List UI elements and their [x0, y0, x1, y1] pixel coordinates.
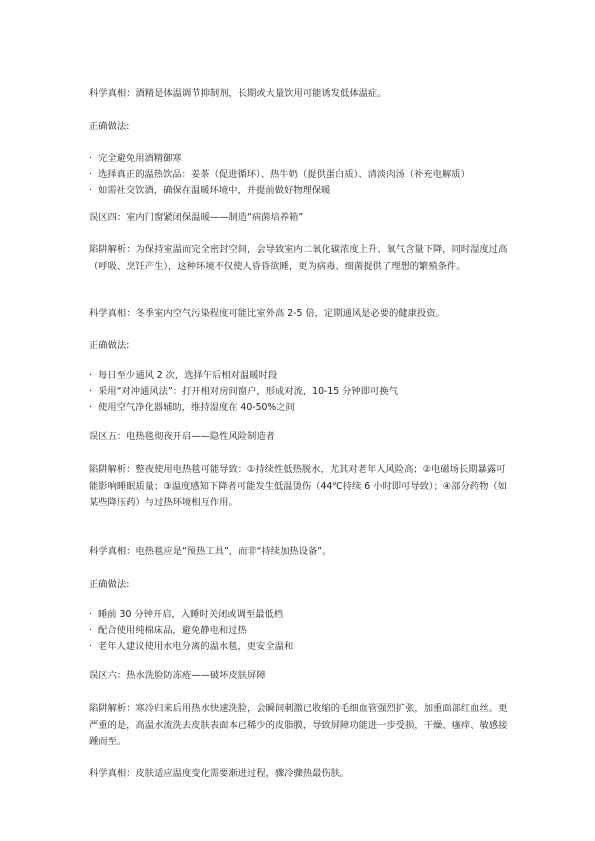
science-truth-paragraph: 科学真相：酒精是体温调节抑制剂，长期或大量饮用可能诱发低体温症。	[89, 88, 387, 99]
bullet-glyph: ·	[89, 402, 92, 413]
section-heading: 误区六：热水洗脸防冻疮——破坏皮肤屏障	[89, 670, 266, 681]
correct-method-heading: 正确做法:	[89, 340, 130, 351]
bullet-glyph: ·	[89, 169, 92, 180]
bullet-glyph: ·	[89, 153, 92, 164]
list-item-text: 选择真正的温热饮品：姜茶（促进循环）、热牛奶（提供蛋白质）、清淡肉汤（补充电解质）	[98, 169, 470, 180]
trap-analysis-paragraph: 陷阱解析：寒冷归来后用热水快速洗脸，会瞬间刺激已收缩的毛细血管强烈扩张，加重面部红血丝。更严重的是，高温水流洗去皮肤表面本已稀少的皮脂膜，导致屏障功能进一步受损，干燥、瘙痒、敏感接踵而至。	[89, 703, 508, 747]
list-item	[89, 368, 277, 385]
bullet-glyph: ·	[89, 625, 92, 636]
science-truth-paragraph: 科学真相：电热毯应是“预热工具”，而非“持续加热设备”。	[89, 546, 332, 557]
bullet-glyph: ·	[89, 641, 92, 652]
list-item-text: 完全避免用酒精御寒	[98, 153, 182, 164]
science-truth-paragraph: 科学真相：皮肤适应温度变化需要渐进过程，骤冷骤热最伤肤。	[89, 768, 350, 779]
correct-method-heading: 正确做法:	[89, 579, 130, 590]
bullet-glyph: ·	[89, 386, 92, 397]
section-heading: 误区四：室内门窗紧闭保温暖——制造“病菌培养箱”	[89, 212, 304, 223]
list-item-text: 配合使用纯棉床品，避免静电和过热	[98, 625, 247, 636]
list-item-text: 使用空气净化器辅助，维持湿度在 40-50%之间	[98, 402, 295, 413]
science-truth-paragraph: 科学真相：冬季室内空气污染程度可能比室外高 2-5 倍，定期通风是必要的健康投资。	[89, 308, 445, 319]
trap-analysis-paragraph: 陷阱解析：整夜使用电热毯可能导致：①持续性低热脱水，尤其对老年人风险高；②电磁场长期暴露可能影响睡眠质量；③温度感知下降者可能发生低温烫伤（44℃持续 6 小时即可导致）；④部分药物（如某些降压药）与过热环境相互作用。	[89, 464, 507, 508]
trap-analysis-paragraph: 陷阱解析：为保持室温而完全密封空间，会导致室内二氧化碳浓度上升、氧气含量下降，同时湿度过高（呼吸、烹饪产生），这种环境不仅使人昏昏欲睡，更为病毒、细菌提供了理想的繁殖条件。	[89, 244, 508, 272]
list-item-text: 如需社交饮酒，确保在温暖环境中，并提前做好物理保暖	[98, 185, 331, 196]
list-item	[89, 151, 182, 168]
bullet-glyph: ·	[89, 370, 92, 381]
list-item-text: 睡前 30 分钟开启，入睡时关闭或调至最低档	[98, 609, 284, 620]
bullet-glyph: ·	[89, 185, 92, 196]
list-item-text: 老年人建议使用水电分离的温水毯，更安全温和	[98, 641, 294, 652]
list-item	[89, 639, 293, 656]
list-item-text: 每日至少通风 2 次，选择午后相对温暖时段	[98, 370, 278, 381]
list-item-text: 采用“对冲通风法”：打开相对房间窗户，形成对流，10-15 分钟即可换气	[98, 386, 398, 397]
list-item	[89, 607, 283, 624]
bullet-glyph: ·	[89, 609, 92, 620]
list-item	[89, 384, 398, 401]
list-item	[89, 167, 470, 184]
list-item	[89, 183, 330, 200]
correct-method-heading: 正确做法:	[89, 121, 130, 132]
list-item	[89, 400, 295, 417]
section-heading: 误区五：电热毯彻夜开启——隐性风险制造者	[89, 431, 275, 442]
list-item	[89, 623, 247, 640]
